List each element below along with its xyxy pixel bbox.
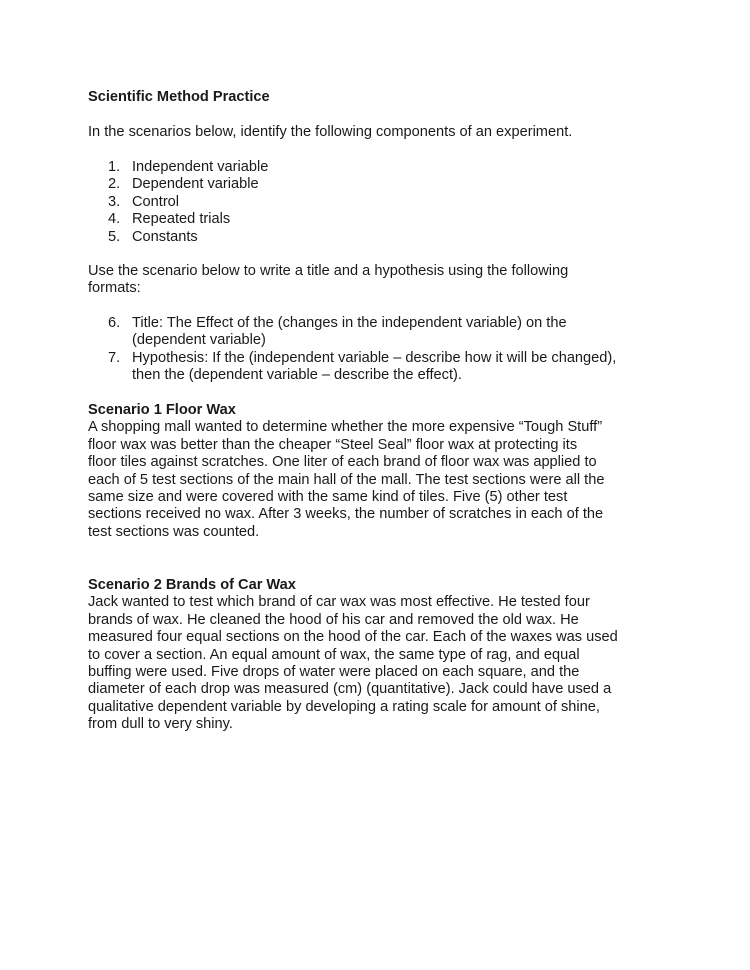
scenario-line: floor tiles against scratches. One liter of each brand of floor wax was applied to xyxy=(88,454,597,471)
scenario-line: floor wax was better than the cheaper “Steel Seal” floor wax at protecting its xyxy=(88,436,578,453)
scenario-heading: Scenario 2 Brands of Car Wax xyxy=(88,577,296,593)
list-text: (dependent variable) xyxy=(132,332,266,349)
list-item xyxy=(88,211,268,228)
scenario-1 xyxy=(88,402,604,541)
scenario-line: sections received no wax. After 3 weeks, the number of scratches in each of the xyxy=(88,506,604,523)
scenario-line: buffing were used. Five drops of water were placed on each square, and the xyxy=(88,664,580,681)
scenario-line: each of 5 test sections of the main hall of the mall. The test sections were all the xyxy=(88,471,605,488)
scenario-heading: Scenario 1 Floor Wax xyxy=(88,402,236,418)
scenario-line: from dull to very shiny. xyxy=(88,716,233,733)
formats-list xyxy=(88,315,616,385)
scenario-line: test sections was counted. xyxy=(88,523,260,540)
list-number: 2. xyxy=(108,176,121,193)
scenario-line: measured four equal sections on the hood of the car. Each of the waxes was used xyxy=(88,629,618,646)
list-item xyxy=(88,176,268,193)
list-text: Hypothesis: If the (independent variable – describe how it will be changed), xyxy=(132,349,617,366)
list-text: Constants xyxy=(132,228,198,245)
scenario-line: diameter of each drop was measured (cm) (quantitative). Jack could have used a xyxy=(88,681,612,698)
list-text: Title: The Effect of the (changes in the independent variable) on the xyxy=(132,315,567,331)
list-item xyxy=(88,315,616,350)
list-number: 4. xyxy=(108,211,121,228)
instructions xyxy=(88,263,568,298)
list-text: Dependent variable xyxy=(132,176,259,193)
list-number: 1. xyxy=(108,159,121,175)
list-text: Repeated trials xyxy=(132,211,231,228)
instructions-line: formats: xyxy=(88,280,141,297)
scenario-line: A shopping mall wanted to determine whether the more expensive “Tough Stuff” xyxy=(88,419,603,436)
scenario-line: brands of wax. He cleaned the hood of his car and removed the old wax. He xyxy=(88,611,579,628)
scenario-line: qualitative dependent variable by developing a rating scale for amount of shine, xyxy=(88,698,600,715)
list-number: 6. xyxy=(108,315,121,331)
scenario-line: Jack wanted to test which brand of car wax was most effective. He tested four xyxy=(88,594,590,611)
list-number: 7. xyxy=(108,349,121,366)
list-item xyxy=(88,194,268,211)
scenario-line: same size and were covered with the same kind of tiles. Five (5) other test xyxy=(88,489,568,506)
intro-text: In the scenarios below, identify the following components of an experiment. xyxy=(88,124,573,140)
list-text: Control xyxy=(132,193,180,210)
list-number: 3. xyxy=(108,193,121,210)
components-list xyxy=(88,159,268,246)
instructions-line: Use the scenario below to write a title and a hypothesis using the following xyxy=(88,263,569,279)
list-item xyxy=(88,229,268,246)
list-text: then the (dependent variable – describe the effect). xyxy=(132,367,462,384)
list-item xyxy=(88,159,268,176)
list-item xyxy=(88,350,616,385)
list-number: 5. xyxy=(108,228,121,245)
page-title: Scientific Method Practice xyxy=(88,89,270,105)
scenario-line: to cover a section. An equal amount of wax, the same type of rag, and equal xyxy=(88,646,580,663)
scenario-2 xyxy=(88,577,618,734)
list-text: Independent variable xyxy=(132,159,269,175)
